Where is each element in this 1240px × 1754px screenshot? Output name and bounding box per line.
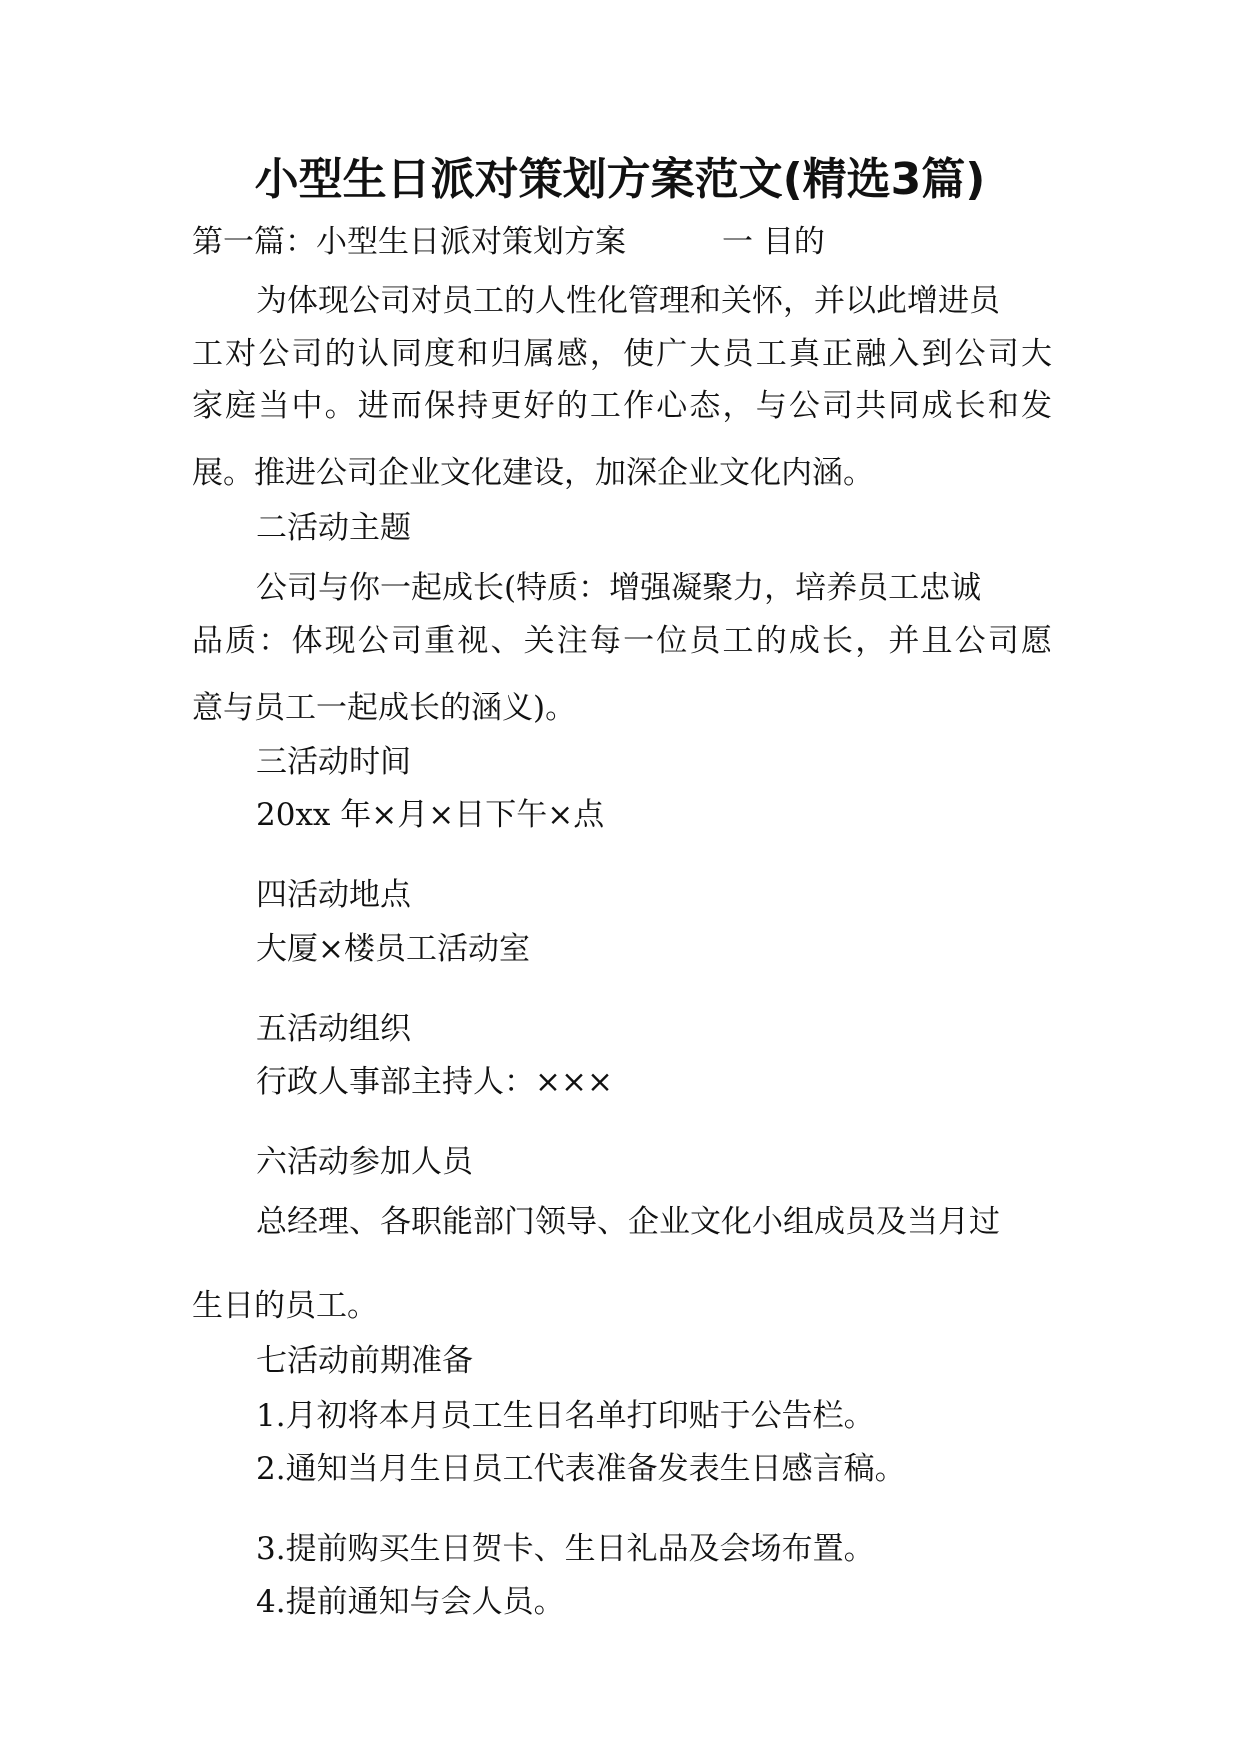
paragraph-line: 展。推进公司企业文化建设，加深企业文化内涵。 [192, 455, 874, 491]
paragraph-line: 公司与你一起成长(特质：增强凝聚力，培养员工忠诚 [256, 570, 982, 606]
paragraph-line: 意与员工一起成长的涵义)。 [192, 690, 577, 726]
subtitle-line [192, 222, 825, 262]
paragraph-line: 家庭当中。进而保持更好的工作心态，与公司共同成长和发 [192, 388, 1052, 424]
subtitle-right: 一 目的 [722, 224, 825, 260]
list-item: 3.提前购买生日贺卡、生日礼品及会场布置。 [256, 1531, 875, 1567]
subtitle-left: 第一篇：小型生日派对策划方案 [192, 224, 626, 260]
document-title: 小型生日派对策划方案范文(精选3篇) [254, 154, 986, 205]
list-item: 4.提前通知与会人员。 [256, 1584, 565, 1620]
paragraph-line: 为体现公司对员工的人性化管理和关怀，并以此增进员 [256, 283, 1000, 319]
section-text: 总经理、各职能部门领导、企业文化小组成员及当月过 [256, 1204, 1000, 1240]
section-text: 生日的员工。 [192, 1288, 378, 1324]
section-heading: 四活动地点 [256, 877, 411, 913]
section-heading: 六活动参加人员 [256, 1144, 473, 1180]
section-heading: 五活动组织 [256, 1011, 411, 1047]
list-item: 1.月初将本月员工生日名单打印贴于公告栏。 [256, 1398, 875, 1434]
section-text: 20xx 年×月×日下午×点 [256, 797, 605, 833]
paragraph-line: 工对公司的认同度和归属感，使广大员工真正融入到公司大 [192, 336, 1052, 372]
list-item: 2.通知当月生日员工代表准备发表生日感言稿。 [256, 1451, 906, 1487]
section-text: 行政人事部主持人：××× [256, 1064, 613, 1100]
paragraph-line: 品质：体现公司重视、关注每一位员工的成长，并且公司愿 [192, 623, 1052, 659]
section-heading: 三活动时间 [256, 744, 411, 780]
section-heading: 二活动主题 [256, 510, 411, 546]
section-heading: 七活动前期准备 [256, 1343, 473, 1379]
section-text: 大厦×楼员工活动室 [256, 931, 530, 967]
